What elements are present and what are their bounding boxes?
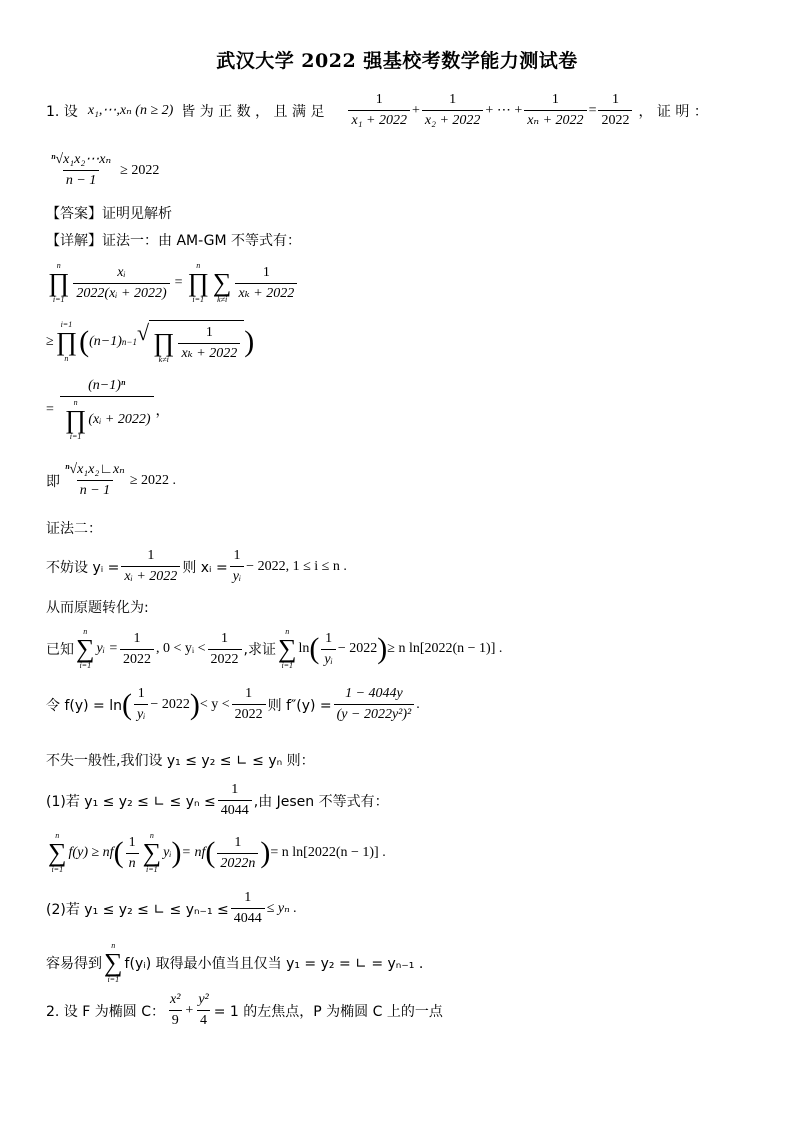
page-title: 武汉大学 2022 强基校考数学能力测试卷 — [216, 50, 578, 72]
claim-fraction: $\frac{\text{ⁿ√x₁x₂⋯xₙ}}{n - 1}$ — [51, 152, 112, 188]
detail-label: 【详解】证法一：由 AM-GM 不等式有： — [46, 233, 302, 249]
q1-term1: $\frac{1}{\text{x₁ + 2022}}$ — [348, 92, 410, 129]
answer-label: 【答案】证明见解析 — [46, 206, 172, 222]
equals-sign: = — [174, 275, 183, 290]
case1-equation: n ∑ i=1 f(y) ≥ nf ( $\frac{1}{n}$ n ∑ i=1 yᵢ ) = nf ( $\frac{1}{2022n}$ ) = n ln[2022(n − 1)] . — [48, 831, 386, 874]
claim-rhs: ≥ 2022 — [120, 162, 160, 178]
n-minus-1: (n−1) — [89, 334, 122, 349]
q1-vars: x₁,⋯,xₙ (n ≥ 2) — [87, 103, 174, 118]
dots: + ⋯ + — [485, 103, 523, 118]
q1-term2: $\frac{1}{\text{x₂ + 2022}}$ — [422, 92, 484, 129]
q1-rhs: $\frac{1}{2022}$ — [598, 92, 632, 129]
case1-line: (1)若 y₁ ≤ y₂ ≤ ∟ ≤ yₙ ≤ $\frac{1}{4044}$ ,由 Jesen 不等式有： — [46, 782, 389, 818]
m1-line3: = (n−1)ⁿ n ∏ i=1 (xᵢ + 2022) ， — [46, 378, 170, 441]
sum-operator: ∑ k≠i — [212, 268, 232, 304]
m1-frac1: $\frac{\text{xᵢ}}{\text{2022(xᵢ + 2022)}}$ — [73, 265, 169, 302]
q1-claim — [46, 152, 159, 189]
product-operator: n ∏ i=1 — [187, 261, 209, 304]
m1-frac4: $\frac{\text{ⁿ√x₁x₂∟xₙ}}{n - 1}$ — [65, 462, 125, 498]
q1-termn: $\frac{1}{\text{xₙ + 2022}}$ — [524, 92, 586, 129]
nth-root: √ ∏ k≠i $\frac{1}{\text{xₖ + 2022}}$ — [137, 320, 244, 364]
equals-sign: = — [588, 102, 597, 118]
m1-frac3: (n−1)ⁿ n ∏ i=1 (xᵢ + 2022) — [60, 378, 154, 441]
product-operator: n ∏ i=1 — [48, 261, 70, 304]
method2-label: 证法二： — [46, 521, 102, 537]
product-operator: i=1 ∏ n — [55, 320, 78, 363]
easy-line: 容易得到 n ∑ i=1 f(yᵢ) 取得最小值当且仅当 y₁ = y₂ = ∟ = yₙ₋₁ . — [46, 941, 424, 984]
m2-line3: 令 f(y) = ln ( $\frac{1}{\text{yᵢ}}$ − 2022 ) < y < $\frac{1}{2022}$ 则 f″(y) = $\frac{1 - 4044y}{\text{(y − 2022y²)²}}$ . — [46, 686, 420, 722]
q2-statement: 2. 设 F 为椭圆 C： $\frac{\text{x²}}{9}$ + $\frac{\text{y²}}{4}$ = 1 的左焦点，P 为椭圆 C 上的一点 — [46, 992, 443, 1028]
m1-frac2: $\frac{1}{\text{xₖ + 2022}}$ — [235, 265, 297, 302]
q1-lead: 1. 设 — [46, 103, 78, 120]
case2-line: (2)若 y₁ ≤ y₂ ≤ ∟ ≤ yₙ₋₁ ≤ $\frac{1}{4044}$ ≤ yₙ . — [46, 890, 297, 926]
q1-prove: ， 证 明 ： — [638, 103, 708, 120]
geq-sign: ≥ — [46, 334, 54, 349]
equals-sign: = — [46, 401, 54, 417]
m1-line1 — [46, 262, 299, 304]
plus-sign: + — [411, 102, 420, 118]
wlog-text: 不失一般性,我们设 y₁ ≤ y₂ ≤ ∟ ≤ yₙ 则： — [46, 753, 315, 769]
q1-condition: 皆 为 正 数 ， 且 满 足 — [181, 103, 325, 120]
m2-line2: 已知 n ∑ i=1 yᵢ = $\frac{1}{2022}$ , 0 < yᵢ < $\frac{1}{2022}$ ,求证 n ∑ i=1 ln ( $\frac{1}{\text{yᵢ}}$ − 2022 ) ≥ n ln[2022(n − 1)] . — [46, 627, 503, 670]
m1-line2: ≥ i=1 ∏ n ( (n−1) n−1 √ ∏ k≠i $\frac{1}{\text{xₖ + 2022}}$ ) — [46, 320, 255, 364]
m2-line1: 不妨设 yᵢ = $\frac{1}{\text{xᵢ + 2022}}$ 则 xᵢ = $\frac{1}{\text{yᵢ}}$ − 2022, 1 ≤ i ≤ n . — [46, 548, 347, 584]
m1-line4: 即 $\frac{\text{ⁿ√x₁x₂∟xₙ}}{n - 1}$ ≥ 2022 . — [46, 462, 177, 498]
transform-text: 从而原题转化为: — [46, 600, 149, 616]
q1-statement — [46, 92, 708, 129]
